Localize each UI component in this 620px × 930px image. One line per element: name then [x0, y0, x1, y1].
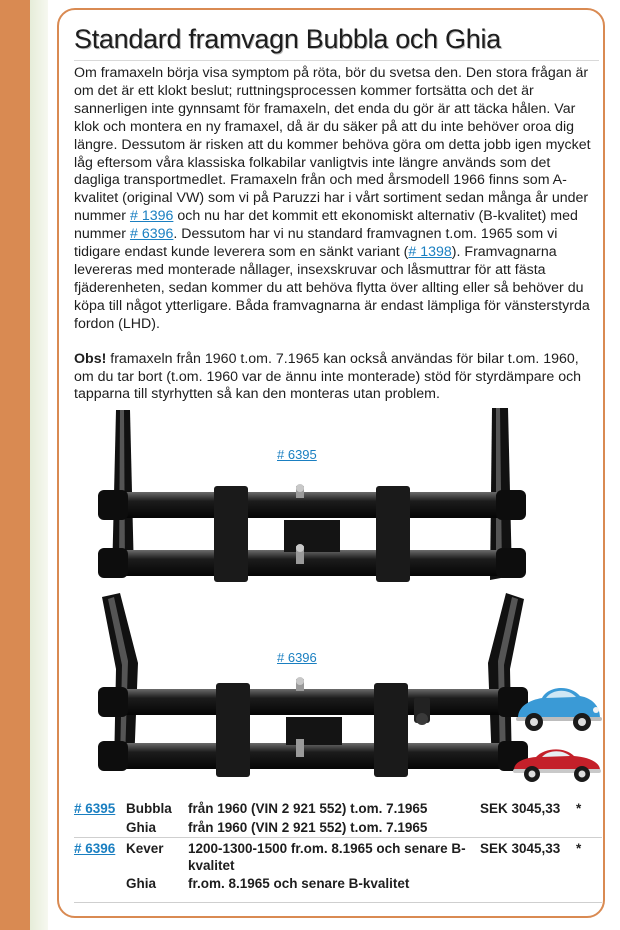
fitment-description: fr.om. 8.1965 och senare B-kvalitet — [188, 876, 410, 891]
price-note-star — [576, 819, 602, 838]
price-table — [74, 800, 602, 894]
note-label: Obs! — [74, 350, 107, 367]
price-note-star: * — [576, 801, 582, 816]
table-bottom-rule — [74, 902, 602, 903]
article-number — [74, 819, 126, 838]
model-name: Kever — [126, 838, 188, 876]
article-number[interactable]: # 6396 — [74, 841, 116, 856]
intro-text: . Dessutom har vi nu standard framvagnen t.om. 1965 som vi tidigare endast kunde leverera som en sänkt variant ( — [74, 226, 558, 261]
front-axle-6395-photo — [94, 402, 530, 592]
blue-beetle-car-image — [512, 680, 604, 734]
price-row — [74, 838, 602, 876]
price-note-star — [576, 875, 602, 894]
price-note-star: * — [576, 838, 602, 876]
price-value — [480, 819, 576, 838]
fitment-description: 1200-1300-1500 fr.om. 8.1965 och senare B-kvalitet — [188, 838, 480, 876]
note-paragraph — [74, 351, 596, 405]
title-divider — [74, 60, 599, 61]
price-row — [74, 875, 602, 894]
article-number — [74, 875, 126, 894]
price-value: SEK 3045,33 — [480, 801, 561, 816]
intro-paragraph — [74, 65, 596, 334]
note-text: framaxeln från 1960 t.om. 7.1965 kan också användas för bilar t.om. 1960, om du tar bort (t.om. 1960 var de ännu inte monterade) stöd för styrdämpare och tapparna till styrhytten så kan den monteras utan problem. — [74, 350, 582, 403]
fitment-description: från 1960 (VIN 2 921 552) t.om. 7.1965 — [188, 819, 428, 835]
front-axle-6396-photo — [98, 593, 528, 783]
fitment-description: från 1960 (VIN 2 921 552) t.om. 7.1965 — [188, 801, 428, 816]
price-value — [480, 875, 576, 894]
article-link[interactable]: # 1396 — [129, 208, 174, 225]
price-row — [74, 819, 602, 838]
intro-text: ). Framvagnarna levereras med monterade nållager, insexskruvar och låsmuttrar för att fästa fjäderenheten, sedan kommer du att behöva flytta över allting eller så behöver du köpa till något ytterligare. Båda framvagnarna är endast lämpliga för vänsterstyrda fordon (LHD). — [74, 244, 590, 332]
article-link[interactable]: # 1398 — [408, 244, 452, 261]
article-link[interactable]: # 6396 — [129, 226, 174, 243]
red-ghia-car-image — [510, 740, 604, 786]
intro-text: Om framaxeln börja visa symptom på röta, bör du svetsa den. Den stora frågan är om det är ett klokt beslut; ruttningsprocessen kommer fortsätta och det är sannerligen inte gynnsamt för framaxeln, det enda du gör är att täcka hålen. Var klok och montera en ny framaxel, då är du säker på att du inte behöver oroa dig längre. Dessutom är risken att du kommer behöva göra om detta jobb igen mycket låg eftersom våra klassiska folkabilar vanligtvis inte längre används som det dagliga transportmedlet. Framaxeln från och med årsmodell 1966 finns som A-kvalitet (original VW) som vi på Paruzzi har i vårt sortiment sedan många år under nummer — [74, 65, 591, 225]
description — [74, 65, 596, 404]
price-value: SEK 3045,33 — [480, 838, 576, 876]
model-name: Bubbla — [126, 801, 172, 816]
page-title: Standard framvagn Bubbla och Ghia — [74, 24, 501, 54]
model-name: Ghia — [126, 819, 157, 835]
left-green-stripe — [30, 0, 48, 930]
part-link-6395[interactable]: # 6395 — [277, 447, 317, 462]
model-name: Ghia — [126, 876, 157, 891]
price-row — [74, 800, 602, 819]
intro-text: och nu har det kommit ett ekonomiskt alternativ (B-kvalitet) med nummer — [74, 208, 578, 243]
left-orange-stripe — [0, 0, 30, 930]
part-link-6396[interactable]: # 6396 — [277, 650, 317, 665]
article-number[interactable]: # 6395 — [74, 801, 116, 816]
